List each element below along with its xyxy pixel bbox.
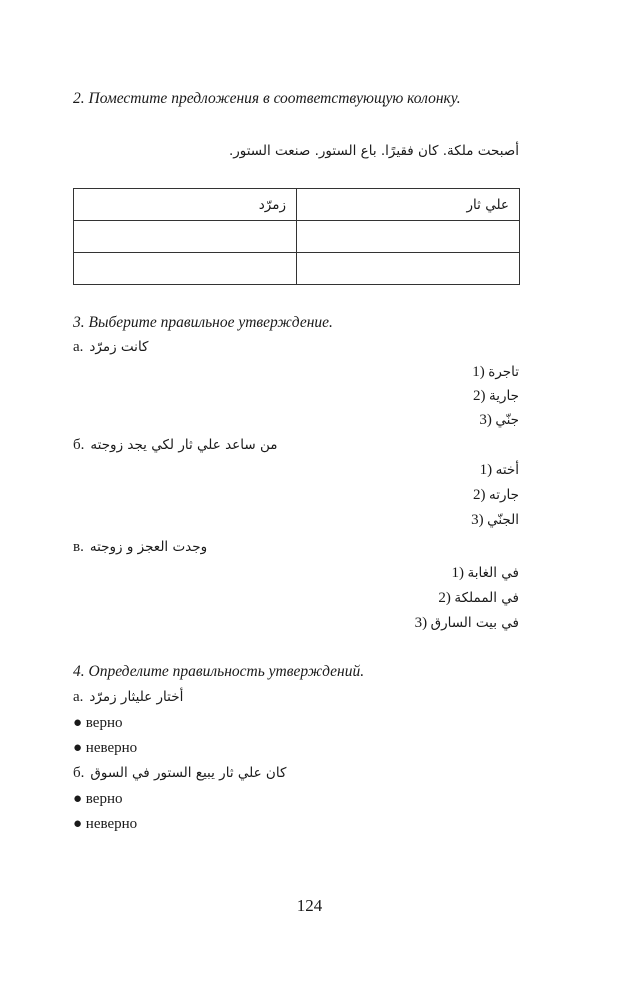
option-text: في الغابة [467, 565, 519, 581]
statement-text: كان علي ثار يبيع الستور في السوق [90, 765, 287, 781]
option-text: جارته [489, 487, 519, 503]
task4-heading [73, 663, 364, 681]
col-left-label: زمرّد [258, 196, 286, 213]
option-number: 3) [471, 512, 484, 528]
option-number: 3) [479, 412, 492, 428]
task3-question-b [73, 437, 277, 454]
task3-b-option-1[interactable] [480, 462, 519, 479]
sort-table-cell[interactable] [297, 253, 520, 285]
statement-letter: а. [73, 689, 84, 705]
task3-verb: Выберите [88, 314, 157, 331]
question-letter: а. [73, 339, 84, 355]
option-text: جنّي [495, 412, 519, 428]
sort-table-cell[interactable] [297, 221, 520, 253]
task3-number: 3. [73, 314, 85, 331]
sort-table [73, 188, 520, 285]
task2-number: 2. [73, 90, 85, 107]
task3-instruction: правильное утверждение. [160, 314, 333, 331]
option-text: في بيت السارق [430, 615, 519, 631]
page-number: 124 [296, 896, 323, 915]
sort-table-cell[interactable] [74, 221, 297, 253]
sort-table-col-left-header [74, 189, 297, 221]
task3-a-option-2[interactable] [473, 388, 519, 405]
task4-b-false-option[interactable]: ● неверно [73, 816, 138, 832]
option-text: تاجرة [488, 364, 519, 380]
option-number: 1) [479, 462, 493, 478]
question-letter: б. [73, 437, 85, 453]
option-number: 1) [451, 565, 465, 581]
task3-question-c [73, 539, 207, 556]
question-letter: в. [73, 539, 84, 555]
sort-table-row [74, 221, 520, 253]
task2-verb: Поместите [88, 90, 168, 107]
option-text: جارية [489, 388, 519, 404]
task3-b-option-3[interactable] [471, 512, 519, 529]
sort-table-header-row [74, 189, 520, 221]
task3-c-option-3[interactable] [415, 615, 519, 632]
task4-a-true-option[interactable]: ● верно [73, 715, 123, 731]
task3-c-option-2[interactable] [438, 590, 519, 607]
task4-statement-b [73, 765, 286, 782]
task3-b-option-2[interactable] [473, 487, 519, 504]
task3-c-option-1[interactable] [452, 565, 519, 582]
question-text: من ساعد علي ثار لكي يجد زوجته [90, 437, 278, 453]
question-text: وجدت العجز و زوجته [89, 539, 208, 555]
task2-heading [73, 90, 461, 108]
option-text: أخته [495, 462, 519, 478]
task2-instruction: предложения в соответствующую колонку. [171, 90, 461, 107]
sort-table-col-right-header [297, 189, 520, 221]
task3-question-a [73, 339, 148, 356]
question-text: كانت زمرّد [89, 339, 149, 355]
sort-table-row [74, 253, 520, 285]
option-number: 2) [438, 590, 451, 606]
task3-a-option-1[interactable] [472, 364, 519, 381]
option-text: الجنّي [487, 512, 519, 528]
sort-table-cell[interactable] [74, 253, 297, 285]
task4-verb: Определите [88, 663, 169, 680]
task4-instruction: правильность утверждений. [172, 663, 365, 680]
task3-heading [73, 314, 333, 332]
option-number: 3) [414, 615, 428, 631]
task4-statement-a [73, 689, 183, 706]
task4-a-false-option[interactable]: ● неверно [73, 740, 138, 756]
task4-number: 4. [73, 663, 85, 680]
task4-b-true-option[interactable]: ● верно [73, 791, 123, 807]
option-number: 1) [472, 364, 485, 380]
option-number: 2) [473, 487, 486, 503]
col-right-label: علي ثار [466, 196, 509, 213]
option-number: 2) [473, 388, 486, 404]
task2-sentences: أصبحت ملكة. كان فقيرًا. باع الستور. صنعت الستور. [228, 143, 519, 159]
option-text: في المملكة [454, 590, 519, 606]
statement-text: أختار عليثار زمرّد [89, 689, 184, 705]
task3-a-option-3[interactable] [479, 412, 519, 429]
statement-letter: б. [73, 765, 85, 781]
